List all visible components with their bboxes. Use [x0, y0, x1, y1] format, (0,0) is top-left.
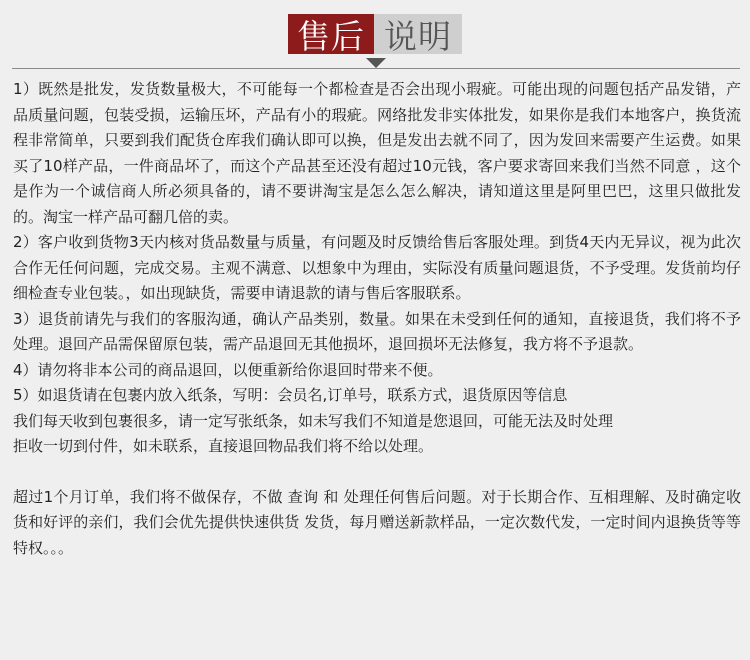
- policy-item-1: 1）既然是批发，发货数量极大，不可能每一个都检查是否会出现小瑕疵。可能出现的问题包括产品发错，产品质量问题，包装受损，运输压坏，产品有小的瑕疵。网络批发非实体批发，如果你是我们本地客户，换货流程非常简单，只要到我们配货仓库我们确认即可以换，但是发出去就不同了，因为发回来需要产生运费。如果买了10样产品，一件商品坏了，而这个产品甚至还没有超过10元钱，客户要求寄回来我们当然不同意 ，这个是作为一个诚信商人所必须具备的，请不要讲淘宝是怎么怎么解决，请知道这里是阿里巴巴，这里只做批发的。淘宝一样产品可翻几倍的卖。: [13, 80, 741, 226]
- section-header: [288, 14, 462, 54]
- paragraph-gap: [13, 460, 741, 485]
- policy-item-2: 2）客户收到货物3天内核对货品数量与质量，有问题及时反馈给售后客服处理。到货4天内无异议，视为此次合作无任何问题，完成交易。主观不满意、以想象中为理由，实际没有质量问题退货，不予受理。发货前均仔细检查专业包装。，如出现缺货，需要申请退款的请与售后客服联系。: [13, 233, 741, 302]
- policy-item-5: 5）如退货请在包裹内放入纸条，写明：会员名,订单号，联系方式，退货原因等信息: [13, 386, 568, 404]
- policy-item-3: 3）退货前请先与我们的客服沟通，确认产品类别，数量。如果在未受到任何的通知，直接退货，我们将不予处理。退回产品需保留原包装，需产品退回无其他损坏，退回损坏无法修复，我方将不予退款。: [13, 309, 741, 353]
- header-title-explanation: 说明: [374, 14, 462, 54]
- policy-item-5-note: 我们每天收到包裹很多，请一定写张纸条，如未写我们不知道是您退回，可能无法及时处理: [13, 411, 614, 430]
- header-divider: [12, 68, 740, 69]
- policy-item-5-cod: 拒收一切到付件，如未联系，直接退回物品我们将不给以处理。: [13, 437, 434, 455]
- header-title-after-sales: 售后: [288, 14, 374, 54]
- policy-item-4: 4）请勿将非本公司的商品退回，以便重新给你退回时带来不便。: [13, 360, 443, 379]
- policy-summary: 超过1个月订单，我们将不做保存，不做 查询 和 处理任何售后问题。对于长期合作、互相理解、及时确定收货和好评的亲们，我们会优先提供快速供货 发货，每月赠送新款样品，一定次数代发，一定时间内退换货等等特权。。。: [13, 487, 741, 557]
- divider-notch-icon: [366, 58, 386, 68]
- policy-text: [13, 77, 741, 561]
